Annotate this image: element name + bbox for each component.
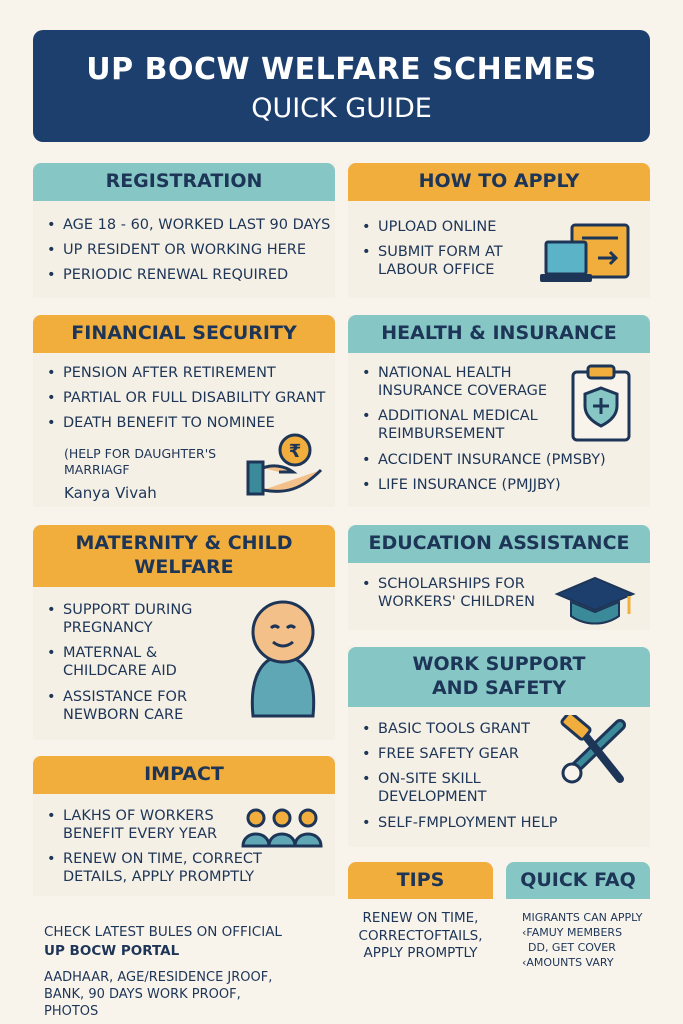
maternity-list [47, 601, 217, 731]
list-item: • BASIC TOOLS GRANT [362, 720, 582, 738]
tips-heading: TIPS [348, 862, 493, 899]
list-item: • PERIODIC RENEWAL REQUIRED [47, 266, 337, 284]
footer-check-rules: CHECK LATEST BULES ON OFFICIAL [44, 924, 282, 940]
faq-line: ‹AMOUNTS VARY [522, 955, 614, 969]
work-list [362, 720, 582, 839]
list-item: • SUBMIT FORM AT LABOUR OFFICE [362, 243, 522, 279]
how-to-apply-list [362, 218, 522, 286]
list-item: • NATIONAL HEALTH INSURANCE COVERAGE [362, 364, 562, 400]
page-subtitle: QUICK GUIDE [251, 93, 432, 124]
svg-text:₹: ₹ [288, 441, 302, 462]
health-list [362, 364, 606, 501]
list-item: • SCHOLARSHIPS FOR WORKERS' CHILDREN [362, 575, 552, 611]
list-item: • LIFE INSURANCE (PMJJBY) [362, 476, 622, 494]
faq-heading: QUICK FAQ [506, 862, 650, 899]
list-item: • ON-SITE SKILL DEVELOPMENT [362, 770, 497, 806]
impact-heading: IMPACT [33, 756, 335, 794]
impact-list [47, 807, 262, 894]
workers-group-icon [240, 808, 324, 848]
financial-list [47, 364, 337, 439]
list-item: • MATERNAL & CHILDCARE AID [47, 644, 217, 680]
education-list [362, 575, 552, 618]
faq-line: ‹FAMUY MEMBERS [522, 925, 623, 939]
list-item: • ACCIDENT INSURANCE (PMSBY) [362, 451, 622, 469]
list-item: • SUPPORT DURING PREGNANCY [47, 601, 217, 637]
page-title: UP BOCW WELFARE SCHEMES [86, 52, 597, 87]
baby-icon [245, 596, 320, 718]
work-heading: WORK SUPPORT AND SAFETY [348, 647, 650, 707]
list-item: • SELF-FMPLOYMENT HELP [362, 814, 582, 832]
laptop-form-icon [538, 222, 634, 286]
list-item: • UPLOAD ONLINE [362, 218, 522, 236]
education-heading: EDUCATION ASSISTANCE [348, 525, 650, 563]
list-item: • LAKHS OF WORKERS BENEFIT EVERY YEAR [47, 807, 227, 843]
how-to-apply-heading: HOW TO APPLY [348, 163, 650, 201]
registration-heading: REGISTRATION [33, 163, 335, 201]
faq-list [522, 911, 643, 970]
financial-heading: FINANCIAL SECURITY [33, 315, 335, 353]
financial-note-kanya: Kanya Vivah [64, 484, 157, 502]
health-heading: HEALTH & INSURANCE [348, 315, 650, 353]
list-item: • ADDITIONAL MEDICAL REIMBURSEMENT [362, 407, 562, 443]
list-item: • AGE 18 - 60, WORKED LAST 90 DAYS [47, 216, 337, 234]
financial-note: (HELP FOR DAUGHTER'S MARRIAGF [64, 446, 217, 478]
footer-portal: UP BOCW PORTAL [44, 943, 180, 959]
list-item: • RENEW ON TIME, CORRECT DETAILS, APPLY PROMPTLY [47, 850, 277, 886]
footer-documents: AADHAAR, AGE/RESIDENCE JROOF, BANK, 90 DAYS WORK PROOF, PHOTOS [44, 970, 273, 1019]
list-item: • DEATH BENEFIT TO NOMINEE [47, 414, 337, 432]
graduation-cap-icon [555, 576, 637, 626]
maternity-heading: MATERNITY & CHILD WELFARE [33, 525, 335, 587]
faq-line: DD, GET COVER [528, 940, 616, 954]
list-item: • PARTIAL OR FULL DISABILITY GRANT [47, 389, 337, 407]
list-item: • ASSISTANCE FOR NEWBORN CARE [47, 688, 217, 724]
tools-icon [558, 715, 634, 787]
title-banner [33, 30, 650, 142]
list-item: • UP RESIDENT OR WORKING HERE [47, 241, 337, 259]
faq-line: MIGRANTS CAN APPLY [522, 911, 643, 924]
list-item: • PENSION AFTER RETIREMENT [47, 364, 337, 382]
list-item: • FREE SAFETY GEAR [362, 745, 582, 763]
tips-text: RENEW ON TIME, CORRECTOFTAILS, APPLY PROMPTLY [358, 910, 483, 962]
hand-rupee-icon [245, 432, 327, 498]
clipboard-shield-icon [570, 364, 632, 444]
registration-list [47, 216, 337, 291]
